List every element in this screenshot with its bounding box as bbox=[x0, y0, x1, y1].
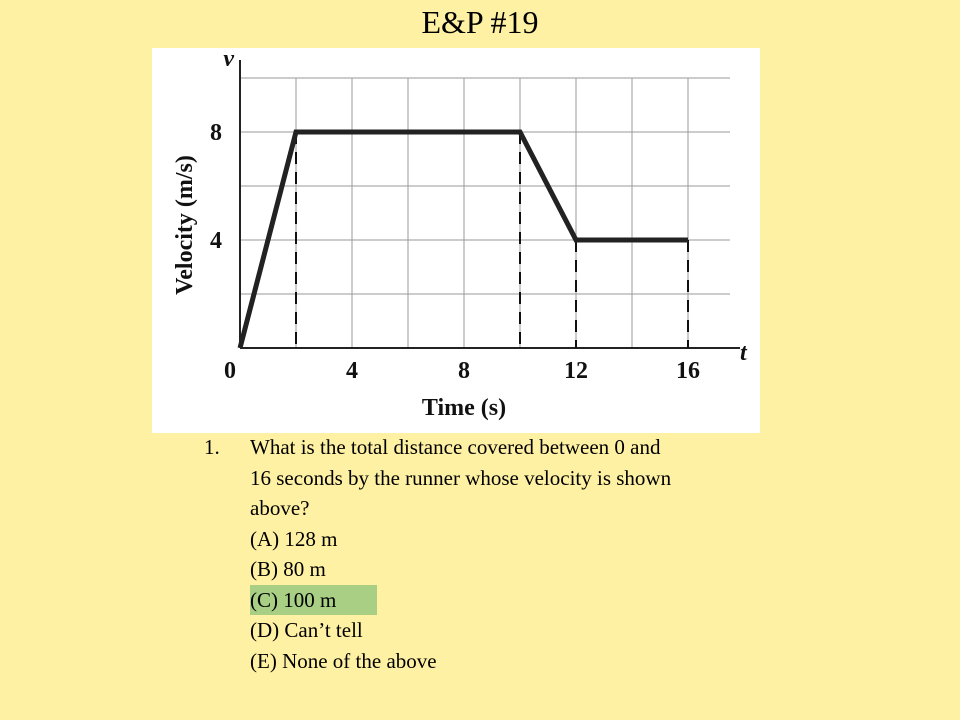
question-line: above? bbox=[250, 496, 310, 520]
y-tick-label: 8 bbox=[210, 120, 222, 146]
y-tick-label: 4 bbox=[210, 228, 222, 254]
question-number: 1. bbox=[204, 435, 220, 459]
question-body bbox=[250, 432, 824, 676]
x-tick-label: 8 bbox=[458, 358, 470, 384]
x-tick-label: 4 bbox=[346, 358, 358, 384]
x-tick-label: 12 bbox=[564, 358, 588, 384]
option-d: (D) Can’t tell bbox=[250, 618, 363, 642]
option-c-correct: (C) 100 m bbox=[250, 585, 377, 616]
question-block bbox=[204, 432, 824, 676]
x-tick-label: 16 bbox=[676, 358, 700, 384]
y-axis-symbol: v bbox=[223, 48, 234, 72]
velocity-time-chart bbox=[152, 48, 760, 433]
slide-title: E&P #19 bbox=[421, 4, 539, 40]
x-axis-label: Time (s) bbox=[421, 395, 507, 421]
question-line: 16 seconds by the runner whose velocity is shown bbox=[250, 465, 672, 490]
chart-svg bbox=[152, 48, 760, 433]
x-axis-symbol: t bbox=[740, 340, 747, 366]
option-a: (A) 128 m bbox=[250, 526, 338, 551]
y-axis-label: Velocity (m/s) bbox=[172, 155, 198, 295]
option-b: (B) 80 m bbox=[250, 557, 326, 581]
option-e: (E) None of the above bbox=[250, 648, 437, 673]
x-tick-label: 0 bbox=[224, 358, 236, 384]
question-line: What is the total distance covered between 0 and bbox=[250, 435, 661, 459]
